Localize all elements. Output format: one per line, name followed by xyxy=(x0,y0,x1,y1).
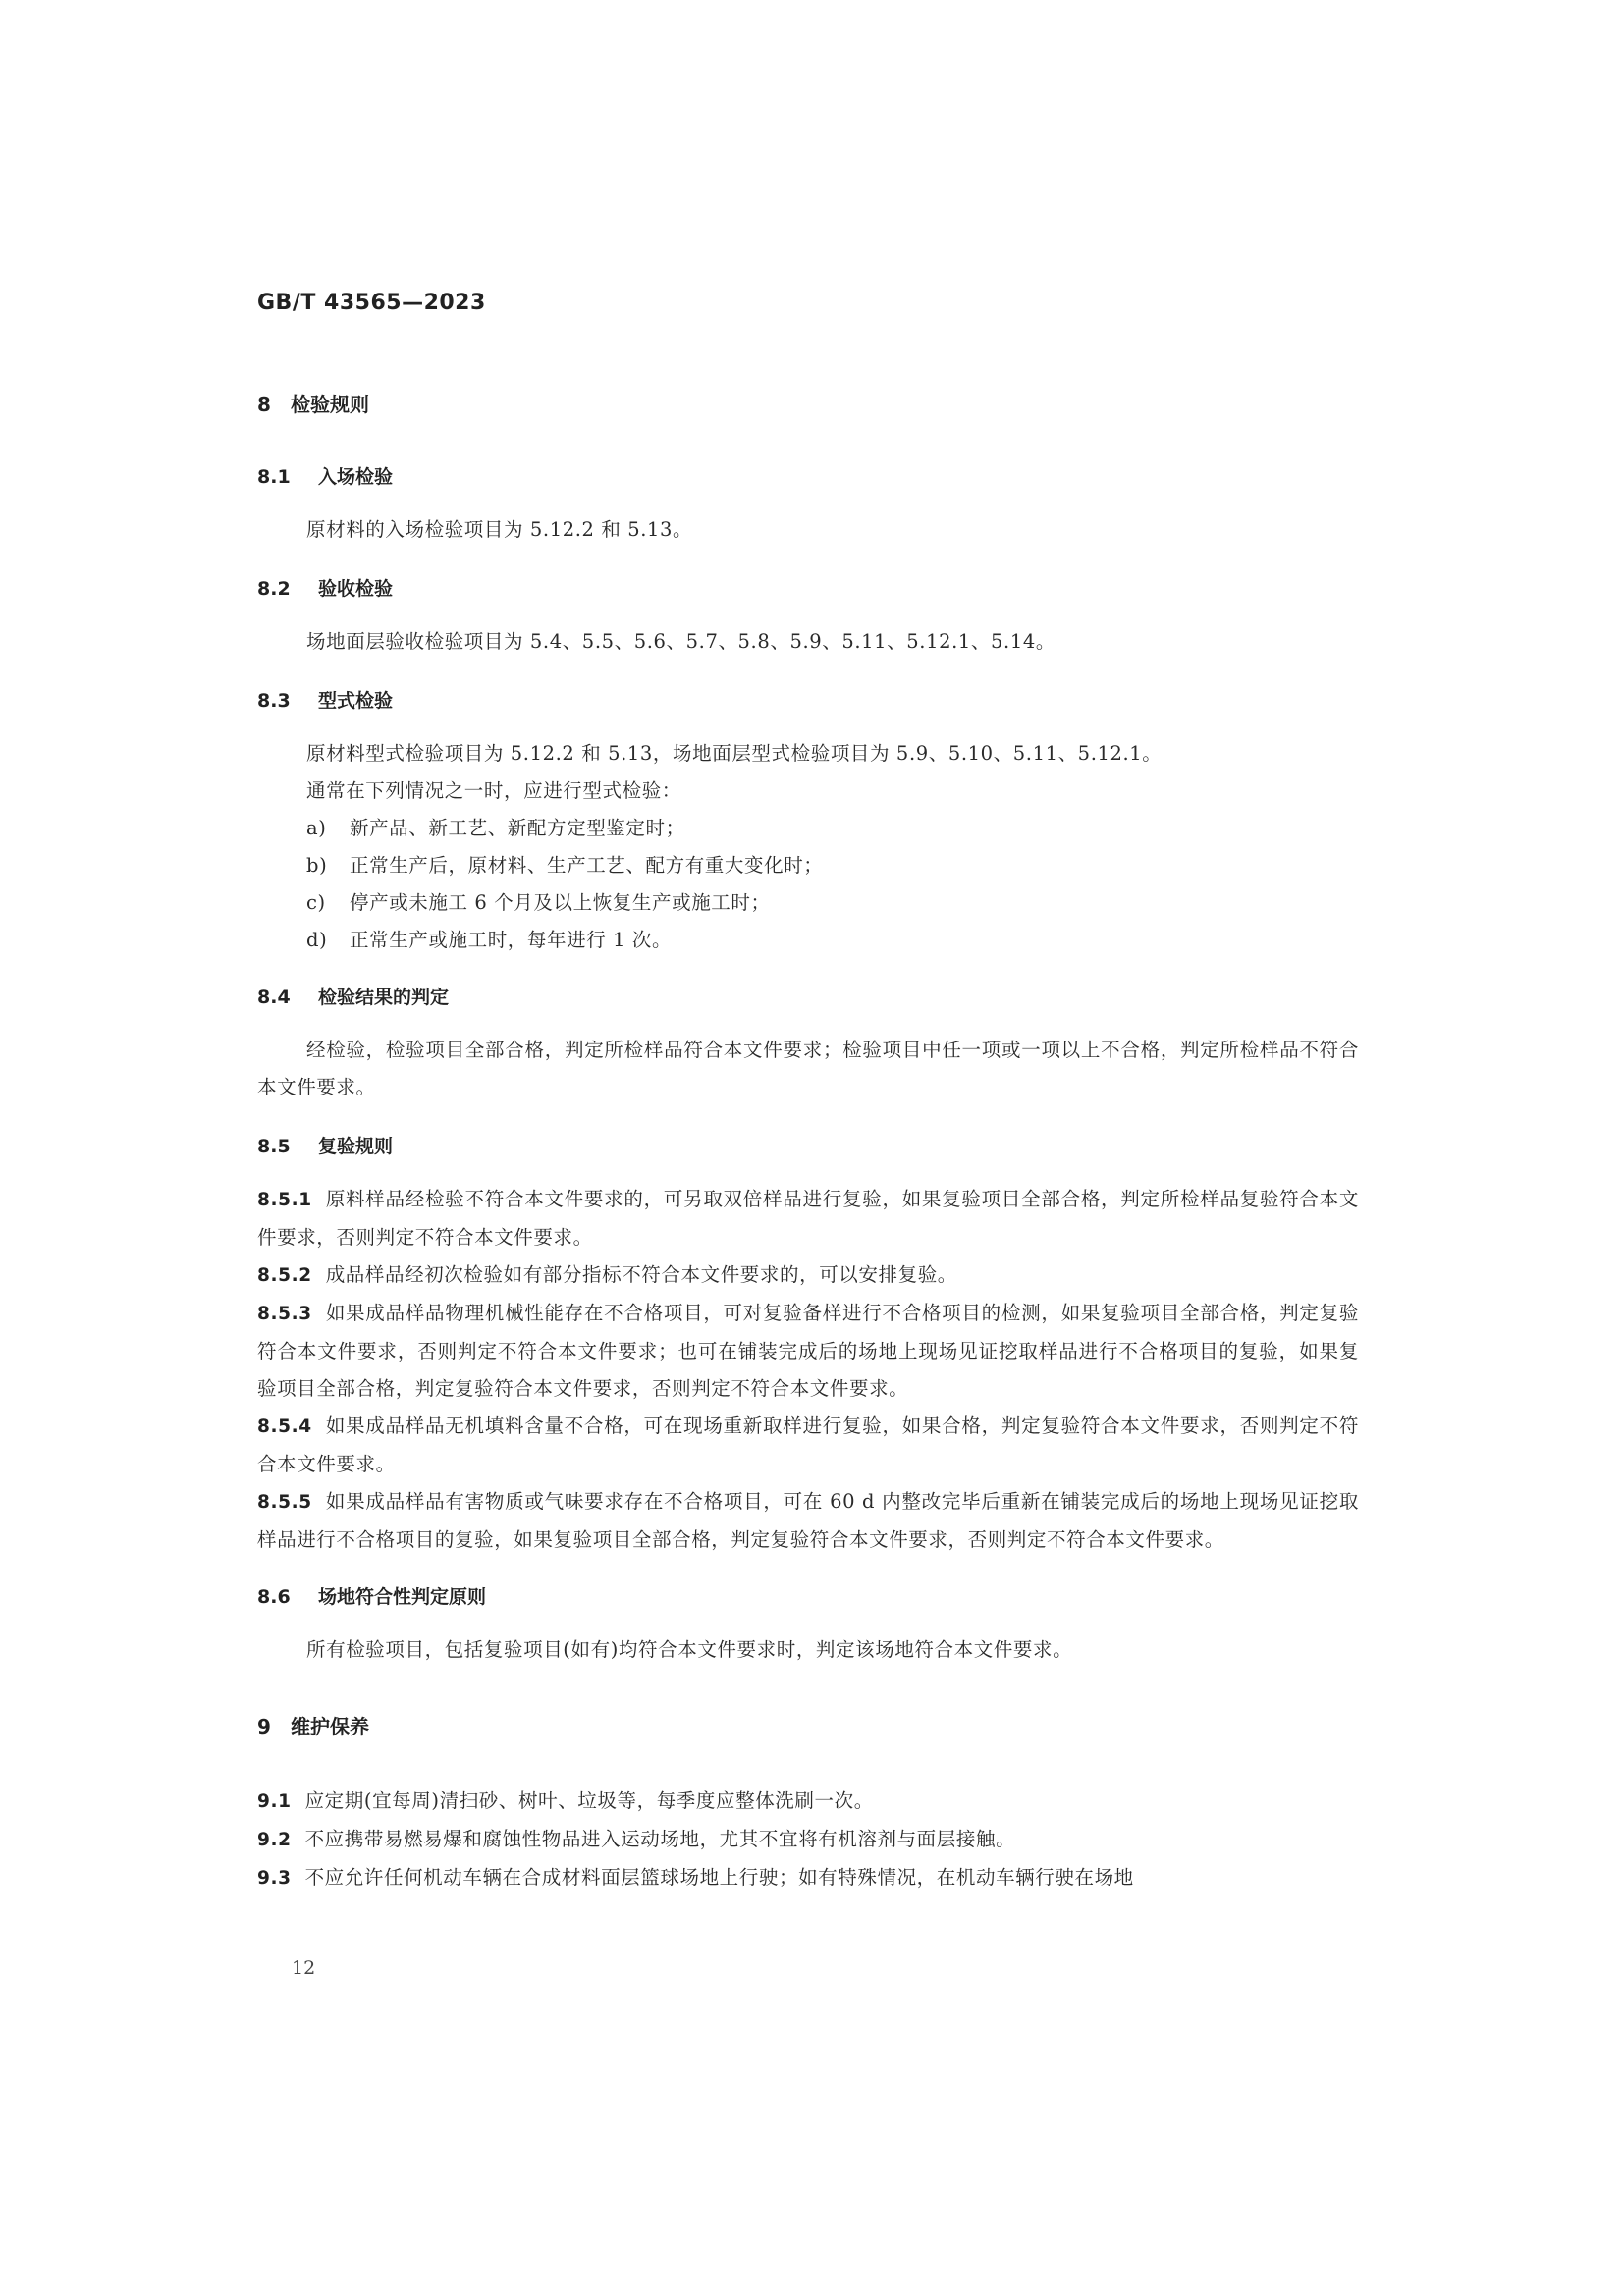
clause-text: 不应允许任何机动车辆在合成材料面层篮球场地上行驶；如有特殊情况，在机动车辆行驶在场地 xyxy=(304,1866,1134,1889)
section-title: 入场检验 xyxy=(318,466,394,488)
list-item xyxy=(257,847,1359,884)
condition-list xyxy=(257,810,1359,959)
section-number: 8.3 xyxy=(257,690,291,712)
list-marker: b) xyxy=(306,854,328,877)
section-title: 型式检验 xyxy=(318,690,394,712)
paragraph: 通常在下列情况之一时，应进行型式检验： xyxy=(306,779,681,802)
list-item-text: 新产品、新工艺、新配方定型鉴定时； xyxy=(350,817,685,839)
clause-number: 8.5.1 xyxy=(257,1190,312,1210)
clause-9-2 xyxy=(257,1821,1359,1859)
section-heading-8-5 xyxy=(257,1130,1359,1163)
list-item xyxy=(257,884,1359,922)
section-heading-8-4 xyxy=(257,981,1359,1014)
section-title: 验收检验 xyxy=(318,578,394,600)
section-number: 8.1 xyxy=(257,466,291,488)
clause-8-5-1 xyxy=(257,1181,1359,1256)
section-number: 8.4 xyxy=(257,987,291,1008)
section-number: 8.5 xyxy=(257,1136,291,1157)
page-number: 12 xyxy=(292,1957,316,1979)
section-heading-8-2 xyxy=(257,572,1359,606)
list-marker: d) xyxy=(306,929,328,951)
clause-text: 如果成品样品无机填料含量不合格，可在现场重新取样进行复验，如果合格，判定复验符合本文件要求，否则判定不符合本文件要求。 xyxy=(257,1415,1359,1475)
clause-number: 9.3 xyxy=(257,1868,292,1889)
section-number: 9 xyxy=(257,1715,271,1738)
clause-number: 9.2 xyxy=(257,1830,292,1850)
section-title: 复验规则 xyxy=(318,1136,394,1157)
clause-text: 原料样品经检验不符合本文件要求的，可另取双倍样品进行复验，如果复验项目全部合格，判定所检样品复验符合本文件要求，否则判定不符合本文件要求。 xyxy=(257,1188,1359,1249)
section-number: 8.2 xyxy=(257,578,291,600)
section-number: 8.6 xyxy=(257,1586,291,1608)
clause-number: 9.1 xyxy=(257,1791,292,1812)
list-item-text: 正常生产后，原材料、生产工艺、配方有重大变化时； xyxy=(350,854,824,877)
clause-text: 如果成品样品物理机械性能存在不合格项目，可对复验备样进行不合格项目的检测，如果复验项目全部合格，判定复验符合本文件要求，否则判定不符合本文件要求；也可在铺装完成后的场地上现场见证挖取样品进行不合格项目的复验，如果复验项目全部合格，判定复验符合本文件要求，否则判定不符合本文件要求。 xyxy=(257,1302,1359,1400)
paragraph: 原材料型式检验项目为 5.12.2 和 5.13，场地面层型式检验项目为 5.9、5.10、5.11、5.12.1。 xyxy=(306,742,1163,765)
list-item xyxy=(257,922,1359,959)
clause-text: 应定期(宜每周)清扫砂、树叶、垃圾等，每季度应整体洗刷一次。 xyxy=(304,1789,874,1812)
paragraph: 原材料的入场检验项目为 5.12.2 和 5.13。 xyxy=(306,518,693,541)
clause-number: 8.5.2 xyxy=(257,1265,312,1286)
section-heading-8-1 xyxy=(257,460,1359,494)
spacer xyxy=(257,1692,1359,1710)
clause-8-5-2 xyxy=(257,1256,1359,1295)
clause-9-1 xyxy=(257,1783,1359,1821)
clause-number: 8.5.4 xyxy=(257,1416,312,1437)
section-heading-8 xyxy=(257,388,1359,421)
section-heading-8-3 xyxy=(257,684,1359,718)
list-item xyxy=(257,810,1359,847)
clause-9-3 xyxy=(257,1859,1359,1897)
clause-8-5-4 xyxy=(257,1408,1359,1483)
clause-text: 成品样品经初次检验如有部分指标不符合本文件要求的，可以安排复验。 xyxy=(325,1263,957,1286)
clause-number: 8.5.3 xyxy=(257,1304,312,1324)
section-heading-8-6 xyxy=(257,1580,1359,1614)
page-content xyxy=(257,388,1359,1897)
section-title: 维护保养 xyxy=(291,1715,369,1738)
clause-number: 8.5.5 xyxy=(257,1492,312,1513)
paragraph: 所有检验项目，包括复验项目(如有)均符合本文件要求时，判定该场地符合本文件要求。 xyxy=(306,1638,1073,1661)
list-item-text: 正常生产或施工时，每年进行 1 次。 xyxy=(350,929,673,951)
clause-text: 不应携带易燃易爆和腐蚀性物品进入运动场地，尤其不宜将有机溶剂与面层接触。 xyxy=(304,1828,1016,1850)
list-marker: c) xyxy=(306,891,326,914)
clause-8-5-5 xyxy=(257,1483,1359,1559)
section-title: 检验规则 xyxy=(291,393,369,416)
clause-8-5-3 xyxy=(257,1295,1359,1408)
list-marker: a) xyxy=(306,817,327,839)
section-number: 8 xyxy=(257,393,271,416)
section-heading-9 xyxy=(257,1710,1359,1743)
paragraph: 场地面层验收检验项目为 5.4、5.5、5.6、5.7、5.8、5.9、5.11、5.12.1、5.14。 xyxy=(306,630,1056,653)
list-item-text: 停产或未施工 6 个月及以上恢复生产或施工时； xyxy=(350,891,771,914)
clause-text: 如果成品样品有害物质或气味要求存在不合格项目，可在 60 d 内整改完毕后重新在铺装完成后的场地上现场见证挖取样品进行不合格项目的复验，如果复验项目全部合格，判定复验符合本文件要求，否则判定不符合本文件要求。 xyxy=(257,1490,1359,1551)
document-code: GB/T 43565—2023 xyxy=(257,291,486,315)
paragraph: 经检验，检验项目全部合格，判定所检样品符合本文件要求；检验项目中任一项或一项以上不合格，判定所检样品不符合本文件要求。 xyxy=(257,1039,1359,1098)
section-title: 场地符合性判定原则 xyxy=(318,1586,487,1608)
section-title: 检验结果的判定 xyxy=(318,987,450,1008)
